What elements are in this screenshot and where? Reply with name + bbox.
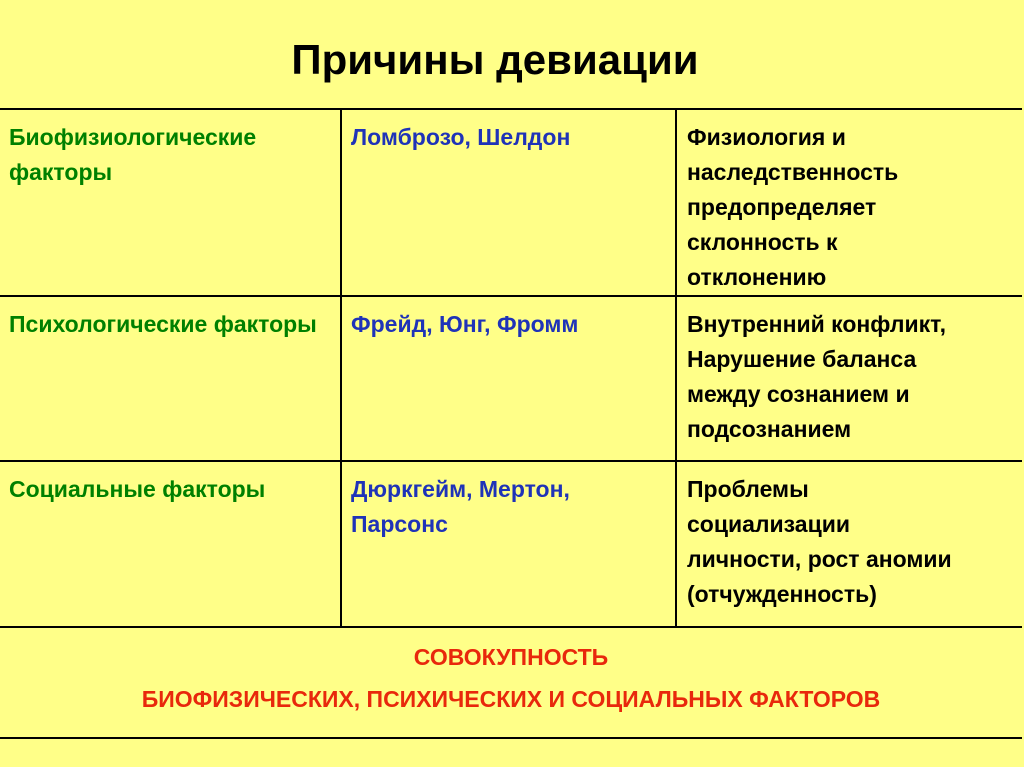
authors-cell: Ломброзо, Шелдон	[341, 109, 676, 296]
description-line: отклонению	[687, 264, 827, 290]
factor-cell: Социальные факторы	[0, 461, 341, 627]
description-line: Нарушение баланса	[687, 346, 917, 372]
description-line: Проблемы	[687, 476, 809, 502]
description-line: подсознанием	[687, 416, 852, 442]
table-row	[0, 461, 1022, 627]
summary-row	[0, 627, 1022, 738]
description-line: предопределяет	[687, 194, 877, 220]
summary-line-2: БИОФИЗИЧЕСКИХ, ПСИХИЧЕСКИХ И СОЦИАЛЬНЫХ ФАКТОРОВ	[141, 686, 881, 712]
description-line: Физиология и	[687, 124, 846, 150]
description-line: Внутренний конфликт,	[687, 311, 947, 337]
description-cell	[676, 461, 1022, 627]
description-line: между сознанием и	[687, 381, 910, 407]
description-line: личности, рост аномии	[687, 546, 952, 572]
authors-cell: Дюркгейм, Мертон, Парсонс	[341, 461, 676, 627]
description-line: социализации	[687, 511, 850, 537]
description-line: (отчужденность)	[687, 581, 877, 607]
description-cell	[676, 109, 1022, 296]
factor-cell: Биофизиологические факторы	[0, 109, 341, 296]
description-line: склонность к	[687, 229, 838, 255]
causes-table	[0, 108, 1022, 739]
summary-line-1: СОВОКУПНОСТЬ	[413, 644, 609, 670]
factor-cell: Психологические факторы	[0, 296, 341, 461]
table-row	[0, 296, 1022, 461]
table-row	[0, 109, 1022, 296]
slide-title: Причины девиации	[291, 36, 699, 83]
description-line: наследственность	[687, 159, 899, 185]
authors-cell: Фрейд, Юнг, Фромм	[341, 296, 676, 461]
description-cell	[676, 296, 1022, 461]
summary-cell	[0, 627, 1022, 738]
